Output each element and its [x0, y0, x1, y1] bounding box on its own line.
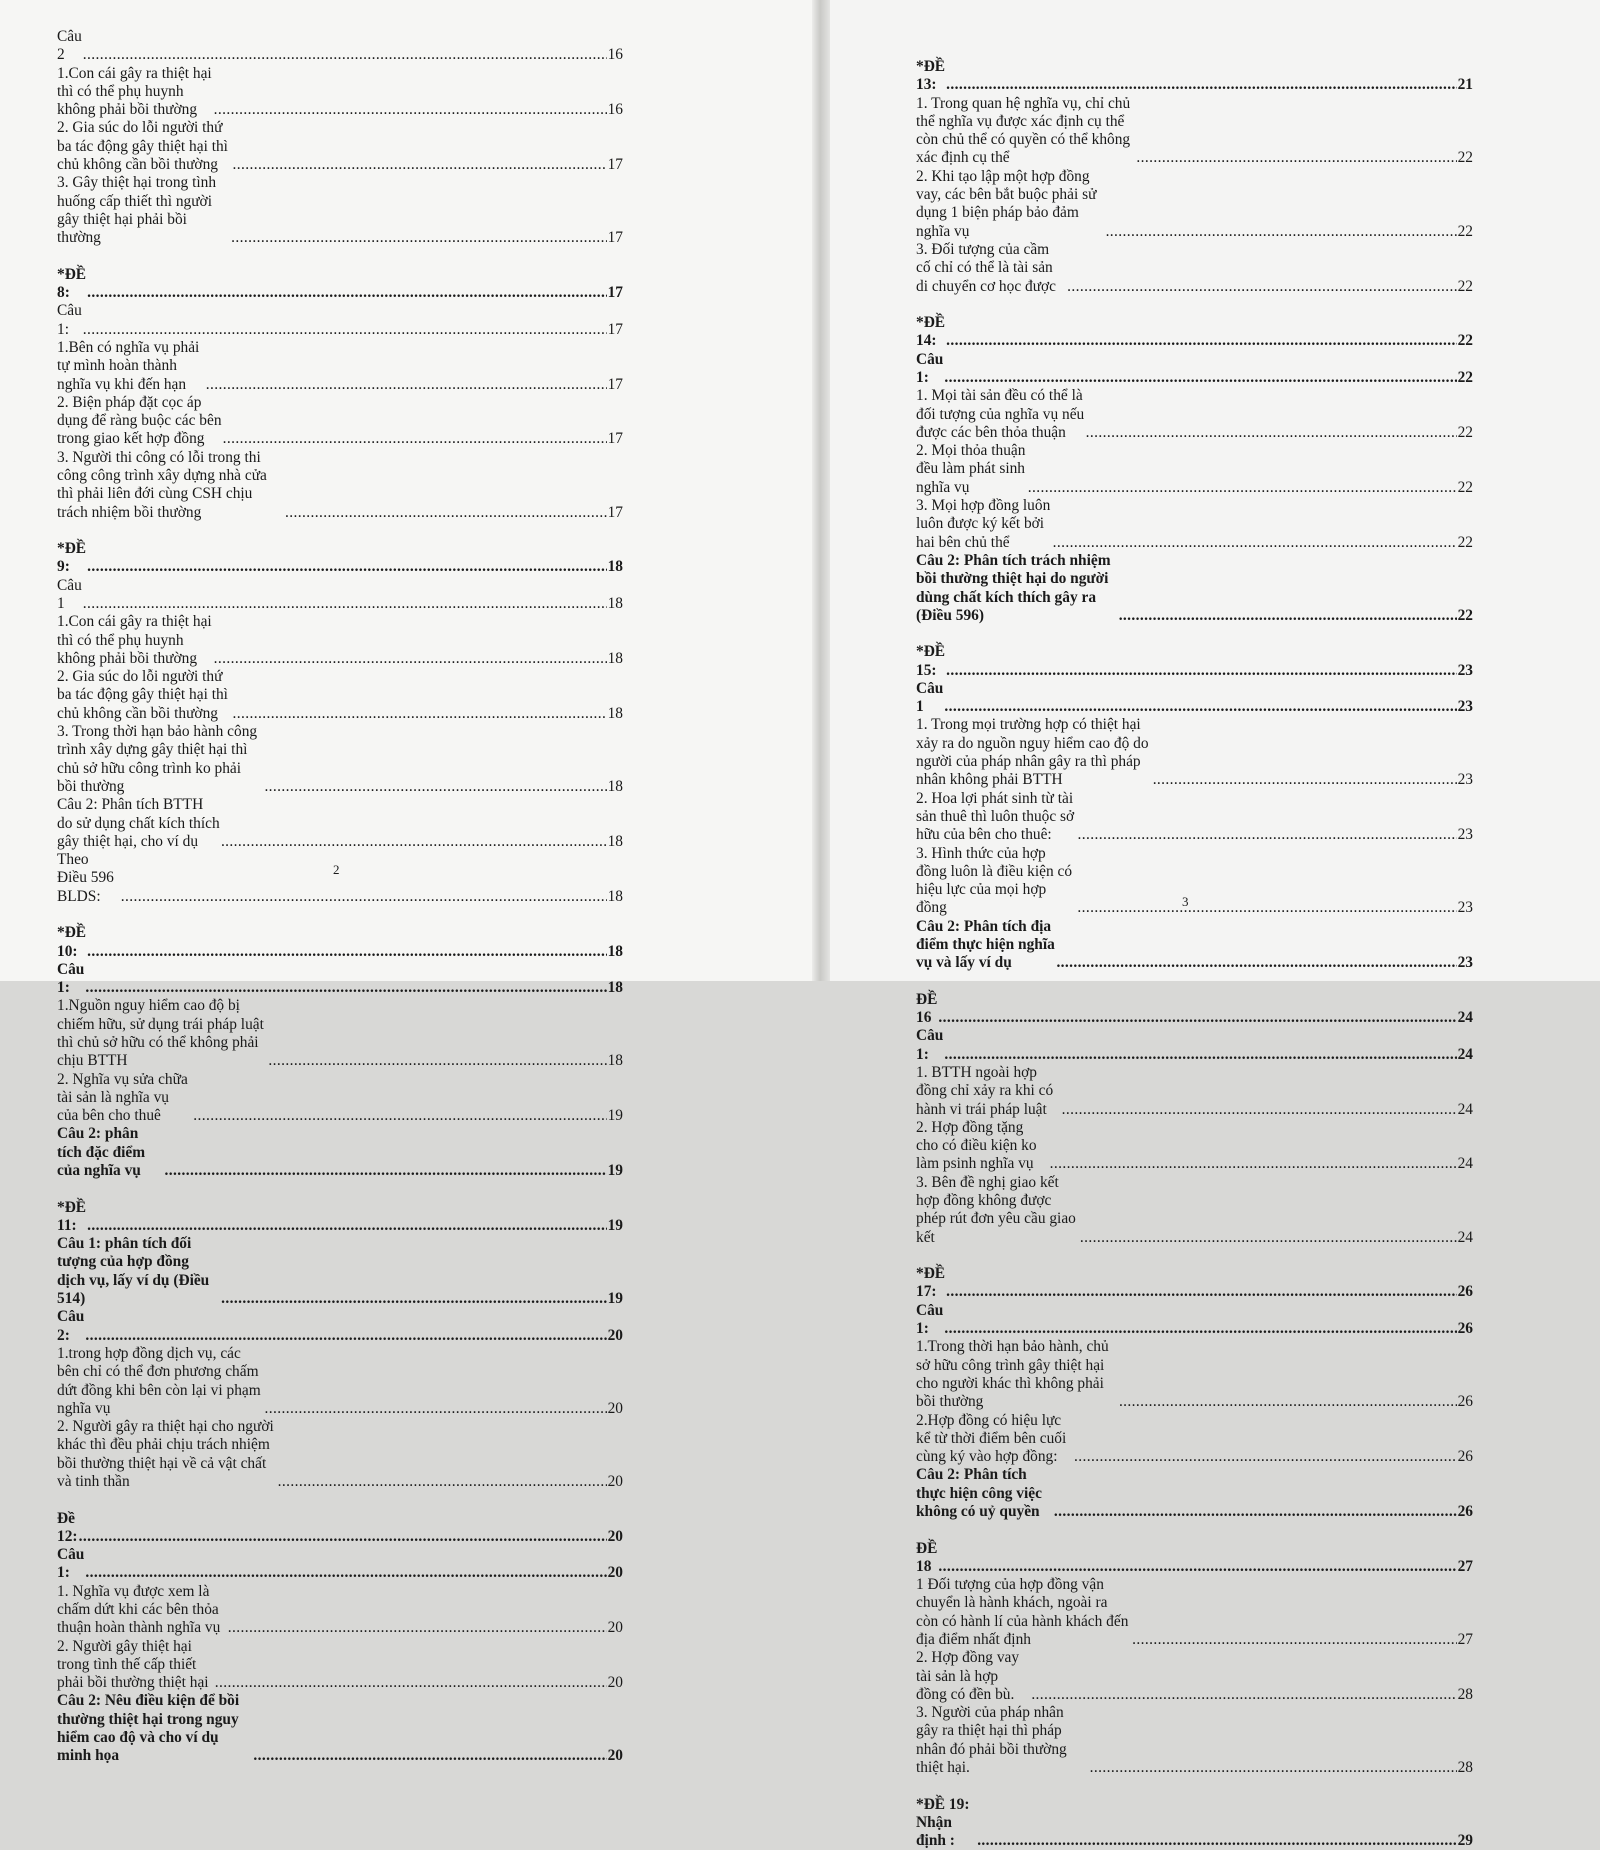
toc-entry-title: *ĐỀ 11:: [57, 1198, 87, 1234]
toc-entry-title: *ĐỀ 14:: [916, 314, 946, 350]
dot-leader: [977, 1832, 1456, 1850]
toc-entry: [57, 119, 623, 174]
dot-leader: [85, 1564, 606, 1582]
dot-leader: [232, 156, 606, 174]
toc-entry-title: Câu 1:: [916, 1301, 944, 1338]
toc-entry: [57, 851, 623, 906]
dot-leader: [946, 332, 1457, 350]
toc-entry-title: *ĐỀ 17:: [916, 1265, 946, 1301]
toc-entry-page-number: 22: [1457, 149, 1473, 167]
dot-leader: [1074, 1448, 1457, 1466]
toc-entry-title: 3. Mọi hợp đồng luôn luôn được ký kết bởi hai bên chủ thể: [916, 497, 1051, 551]
toc-entry: [916, 1649, 1473, 1704]
toc-entry: [57, 613, 623, 668]
dot-leader: [1078, 826, 1457, 844]
dot-leader: [946, 662, 1457, 680]
dot-leader: [1053, 534, 1457, 552]
dot-leader: [1080, 1229, 1457, 1247]
toc-entry-title: 3. Bên đề nghị giao kết hợp đồng không được phép rút đơn yêu cầu giao kết: [916, 1173, 1076, 1246]
toc-entry-page-number: 23: [1457, 899, 1473, 917]
toc-entry-title: 3. Gây thiệt hại trong tình huống cấp thiết thì người gây thiệt hại phải bồi thường: [57, 174, 217, 247]
toc-entry-title: 1.Con cái gây ra thiệt hại thì có thể phụ huynh không phải bồi thường: [57, 64, 212, 119]
toc-entry-page-number: 22: [1457, 423, 1473, 441]
toc-entry: [57, 28, 623, 65]
toc-entry-page-number: 24: [1457, 1009, 1473, 1027]
toc-entry: [57, 394, 623, 449]
book-gutter: [812, 0, 830, 981]
toc-entry-page-number: 23: [1457, 826, 1473, 844]
dot-leader: [278, 1473, 607, 1491]
toc-entry: [57, 540, 623, 577]
dot-leader: [85, 979, 606, 997]
toc-entry: [916, 716, 1473, 789]
toc-entry-title: Câu 2:: [57, 1308, 85, 1344]
dot-leader: [121, 888, 607, 906]
toc-entry-title: *ĐỀ 19: Nhận định :: [916, 1795, 970, 1850]
toc-entry-page-number: 26: [1457, 1320, 1473, 1338]
dot-leader: [87, 558, 607, 576]
dot-leader: [214, 101, 607, 119]
toc-entry-page-number: 29: [1457, 1832, 1473, 1850]
toc-entry: [57, 1199, 623, 1236]
toc-entry-page-number: 20: [607, 1473, 623, 1491]
dot-leader: [1054, 1503, 1457, 1521]
toc-entry-title: Câu 1:: [916, 1027, 944, 1063]
toc-entry-page-number: 17: [607, 430, 623, 448]
toc-entry-page-number: 22: [1457, 332, 1473, 350]
toc-entry-title: Câu 1: [57, 576, 82, 612]
dot-leader: [221, 833, 607, 851]
toc-entry: [57, 796, 623, 851]
toc-entry-title: 2. Biện pháp đặt cọc áp dụng để ràng buộc các bên trong giao kết hợp đồng: [57, 393, 222, 448]
dot-leader: [206, 376, 607, 394]
toc-entry-page-number: 24: [1457, 1100, 1473, 1118]
toc-entry-page-number: 20: [607, 1527, 623, 1545]
toc-entry-page-number: 23: [1457, 661, 1473, 679]
toc-entry-title: Câu 1:: [916, 350, 944, 386]
toc-entry: [57, 1583, 623, 1638]
toc-entry: [57, 1308, 623, 1345]
toc-entry-title: ĐỀ 16: [916, 990, 938, 1027]
toc-entry-title: 2. Người gây thiệt hại trong tình thế cấp thiết phải bồi thường thiệt hại: [57, 1637, 209, 1692]
toc-entry-title: Đề 12:: [57, 1509, 78, 1545]
dot-leader: [944, 1320, 1456, 1338]
toc-entry-page-number: 23: [1457, 954, 1473, 972]
dot-leader: [1028, 479, 1457, 497]
toc-entry-page-number: 22: [1457, 222, 1473, 240]
toc-entry: [916, 643, 1473, 680]
toc-entry: [916, 58, 1473, 95]
toc-entry-page-number: 18: [607, 594, 623, 612]
toc-entry-title: 2. Gia súc do lỗi người thứ ba tác động gây thiệt hại thì chủ không cần bồi thường: [57, 668, 228, 722]
dot-leader: [253, 1747, 606, 1765]
toc-entry-title: *ĐỀ 10:: [57, 924, 87, 960]
toc-entry: [57, 449, 623, 522]
toc-entry-page-number: 22: [1457, 533, 1473, 551]
toc-entry-title: 3. Đối tượng của cầm cố chỉ có thể là tài sản di chuyển cơ học được: [916, 240, 1057, 295]
toc-entry-page-number: 26: [1457, 1283, 1473, 1301]
right-page: [830, 0, 1600, 1850]
dot-leader: [1086, 424, 1457, 442]
toc-entry: [916, 1412, 1473, 1467]
toc-entry-page-number: 16: [607, 101, 623, 119]
toc-entry: [57, 961, 623, 998]
toc-entry-page-number: 17: [607, 503, 623, 521]
toc-entry: [57, 1418, 623, 1491]
toc-entry-page-number: 18: [607, 704, 623, 722]
toc-entry: [57, 997, 623, 1070]
toc-entry: [916, 497, 1473, 552]
toc-entry-page-number: 27: [1457, 1630, 1473, 1648]
toc-entry-page-number: 18: [607, 558, 623, 576]
table-of-contents: [57, 28, 623, 1766]
toc-entry: [57, 1345, 623, 1418]
toc-entry-title: 1.Nguồn nguy hiểm cao độ bị chiếm hữu, sử dụng trái pháp luật thì chủ sở hữu có thể không phải chịu BTTH: [57, 997, 264, 1070]
toc-entry: [916, 1796, 1473, 1850]
toc-entry-page-number: 28: [1457, 1685, 1473, 1703]
toc-entry-page-number: 19: [607, 1216, 623, 1234]
toc-entry-page-number: 26: [1457, 1503, 1473, 1521]
toc-entry-title: 1. Nghĩa vụ được xem là chấm dứt khi các bên thỏa thuận hoàn thành nghĩa vụ: [57, 1582, 221, 1637]
toc-entry-title: 1. Mọi tài sản đều có thể là đối tượng của nghĩa vụ nếu được các bên thỏa thuận: [916, 387, 1085, 441]
toc-entry: [916, 387, 1473, 442]
dot-leader: [1031, 1686, 1456, 1704]
toc-entry-page-number: 20: [607, 1564, 623, 1582]
dot-leader: [1119, 607, 1457, 625]
dot-leader: [232, 705, 606, 723]
dot-leader: [264, 778, 606, 796]
toc-entry: [57, 339, 623, 394]
toc-entry-title: 3. Người của pháp nhân gây ra thiệt hại thì pháp nhân đó phải bồi thường thiệt hại.: [916, 1704, 1067, 1777]
toc-entry-title: 1.trong hợp đồng dịch vụ, các bên chỉ có thể đơn phương chấm dứt đồng khi bên còn lại vi phạm nghĩa vụ: [57, 1344, 261, 1417]
toc-entry-page-number: 24: [1457, 1228, 1473, 1246]
dot-leader: [215, 1674, 607, 1692]
toc-entry-title: 1. Trong mọi trường hợp có thiệt hại xảy ra do nguồn nguy hiểm cao độ do người của pháp nhân gây ra thì pháp nhân không phải BTTH: [916, 716, 1149, 789]
toc-entry-page-number: 18: [607, 777, 623, 795]
page-number: 3: [1182, 894, 1189, 909]
toc-entry: [916, 1338, 1473, 1411]
dot-leader: [944, 698, 1456, 716]
toc-entry: [916, 1302, 1473, 1339]
toc-entry: [57, 1546, 623, 1583]
toc-entry: [57, 174, 623, 247]
dot-leader: [79, 1528, 607, 1546]
dot-leader: [83, 595, 607, 613]
toc-entry: [57, 668, 623, 723]
dot-leader: [228, 1619, 607, 1637]
dot-leader: [944, 369, 1456, 387]
toc-entry: [916, 790, 1473, 845]
toc-entry-title: Câu 2: Nêu điều kiện để bồi thường thiệt hại trong nguy hiểm cao độ và cho ví dụ minh họa: [57, 1692, 240, 1765]
toc-entry-page-number: 18: [607, 832, 623, 850]
toc-entry-title: *ĐỀ 9:: [57, 540, 87, 576]
toc-entry-title: 1. BTTH ngoài hợp đồng chỉ xảy ra khi có hành vi trái pháp luật: [916, 1064, 1054, 1118]
toc-entry: [57, 577, 623, 614]
dot-leader: [268, 1052, 606, 1070]
toc-entry-page-number: 18: [607, 979, 623, 997]
toc-entry: [57, 1071, 623, 1126]
toc-entry-page-number: 23: [1457, 771, 1473, 789]
toc-entry-page-number: 22: [1457, 277, 1473, 295]
toc-entry: [916, 241, 1473, 296]
table-of-contents: [916, 58, 1473, 1850]
toc-entry: [916, 1540, 1473, 1577]
toc-entry: [916, 1174, 1473, 1247]
dot-leader: [85, 1327, 606, 1345]
dot-leader: [223, 430, 607, 448]
toc-entry-title: 2. Hoa lợi phát sinh từ tài sản thuê thì luôn thuộc sở hữu của bên cho thuê:: [916, 789, 1075, 844]
dot-leader: [265, 1400, 607, 1418]
toc-entry-page-number: 20: [607, 1674, 623, 1692]
dot-leader: [214, 650, 607, 668]
toc-entry-page-number: 17: [607, 375, 623, 393]
dot-leader: [938, 1009, 1456, 1027]
dot-leader: [285, 504, 607, 522]
toc-entry: [916, 351, 1473, 388]
toc-entry-page-number: 27: [1457, 1557, 1473, 1575]
toc-entry-page-number: 24: [1457, 1045, 1473, 1063]
toc-entry: [57, 1235, 623, 1308]
toc-entry-page-number: 17: [607, 229, 623, 247]
dot-leader: [1090, 1759, 1457, 1777]
toc-entry-title: *ĐỀ 15:: [916, 643, 946, 679]
dot-leader: [1132, 1631, 1456, 1649]
toc-entry-page-number: 19: [607, 1290, 623, 1308]
toc-entry-title: 1.Con cái gây ra thiệt hại thì có thể phụ huynh không phải bồi thường: [57, 613, 212, 667]
toc-entry: [916, 1119, 1473, 1174]
toc-entry-title: 3. Trong thời hạn bảo hành công trình xây dựng gây thiệt hại thì chủ sở hữu công trình ko phải bồi thường: [57, 723, 258, 795]
toc-entry-title: Câu 2: phân tích đặc điểm của nghĩa vụ: [57, 1125, 146, 1180]
toc-entry-page-number: 17: [607, 284, 623, 302]
toc-entry-title: 2.Hợp đồng có hiệu lực kể từ thời điểm bên cuối cùng ký vào hợp đồng:: [916, 1411, 1067, 1466]
dot-leader: [221, 1290, 607, 1308]
toc-entry-title: 2. Hợp đồng tặng cho có điều kiện ko làm psinh nghĩa vụ: [916, 1118, 1037, 1173]
toc-entry: [916, 1466, 1473, 1521]
toc-entry-page-number: 20: [607, 1399, 623, 1417]
toc-entry-page-number: 18: [607, 942, 623, 960]
toc-entry: [57, 1510, 623, 1547]
toc-entry: [916, 552, 1473, 625]
toc-entry-page-number: 20: [607, 1619, 623, 1637]
toc-entry-title: 1.Bên có nghĩa vụ phải tự mình hoàn thành nghĩa vụ khi đến hạn: [57, 338, 200, 393]
dot-leader: [1106, 223, 1457, 241]
toc-entry-page-number: 22: [1457, 368, 1473, 386]
toc-entry-title: 1.Trong thời hạn bảo hành, chủ sở hữu công trình gây thiệt hại cho người khác thì không phải bồi thường: [916, 1338, 1109, 1411]
toc-entry: [916, 918, 1473, 973]
dot-leader: [1050, 1155, 1457, 1173]
toc-entry-page-number: 20: [607, 1747, 623, 1765]
toc-entry: [57, 924, 623, 961]
dot-leader: [1119, 1393, 1457, 1411]
dot-leader: [946, 76, 1457, 94]
dot-leader: [1136, 149, 1456, 167]
toc-entry: [57, 65, 623, 120]
toc-entry-title: Câu 1: phân tích đối tượng của hợp đồng dịch vụ, lấy ví dụ (Điều 514): [57, 1235, 210, 1308]
toc-entry: [916, 1265, 1473, 1302]
toc-entry: [916, 680, 1473, 717]
toc-entry: [57, 1125, 623, 1180]
toc-entry-page-number: 22: [1457, 478, 1473, 496]
toc-entry: [57, 1638, 623, 1693]
toc-entry-page-number: 19: [607, 1107, 623, 1125]
toc-entry-page-number: 18: [607, 887, 623, 905]
toc-entry-title: Câu 2: [57, 28, 82, 64]
toc-entry-title: 3. Hình thức của hợp đồng luôn là điều kiện có hiệu lực của mọi hợp đồng: [916, 844, 1073, 917]
dot-leader: [938, 1558, 1456, 1576]
toc-entry-page-number: 22: [1457, 606, 1473, 624]
toc-entry-title: Câu 1:: [57, 960, 85, 997]
dot-leader: [193, 1107, 606, 1125]
toc-entry-page-number: 24: [1457, 1155, 1473, 1173]
toc-entry-title: Theo Điều 596 BLDS:: [57, 851, 114, 905]
toc-entry: [916, 1027, 1473, 1064]
toc-entry: [57, 1692, 623, 1765]
toc-entry: [916, 442, 1473, 497]
toc-entry-title: *ĐỀ 8:: [57, 265, 87, 302]
dot-leader: [83, 321, 607, 339]
left-page: [0, 0, 812, 1765]
toc-entry-page-number: 18: [607, 1052, 623, 1070]
dot-leader: [87, 943, 607, 961]
toc-entry-title: 1. Trong quan hệ nghĩa vụ, chỉ chủ thể nghĩa vụ được xác định cụ thể còn chủ thể có quyền có thể không xác định cụ thể: [916, 94, 1131, 167]
toc-entry-title: Câu 1:: [57, 1546, 85, 1582]
dot-leader: [87, 284, 607, 302]
toc-entry-title: 2. Mọi thỏa thuận đều làm phát sinh nghĩa vụ: [916, 442, 1026, 496]
toc-entry-title: ĐỀ 18: [916, 1539, 938, 1575]
toc-entry: [57, 723, 623, 796]
toc-entry-page-number: 16: [607, 46, 623, 64]
toc-entry: [916, 95, 1473, 168]
toc-entry-title: 2. Hợp đồng vay tài sản là hợp đồng có đền bù.: [916, 1649, 1020, 1703]
toc-entry-title: 3. Người thi công có lỗi trong thi công công trình xây dựng nhà cửa thì phải liên đới cùng CSH chịu trách nhiệm bồi thường: [57, 448, 267, 521]
dot-leader: [946, 1283, 1457, 1301]
toc-entry: [916, 991, 1473, 1028]
toc-entry: [916, 1704, 1473, 1777]
dot-leader: [1056, 954, 1456, 972]
toc-entry-page-number: 17: [607, 320, 623, 338]
dot-leader: [164, 1162, 606, 1180]
dot-leader: [87, 1217, 607, 1235]
toc-entry-title: 2. Khi tạo lập một hợp đồng vay, các bên bắt buộc phải sử dụng 1 biện pháp bảo đảm nghĩa vụ: [916, 167, 1097, 240]
toc-entry-page-number: 17: [607, 156, 623, 174]
toc-entry-page-number: 21: [1457, 76, 1473, 94]
toc-entry-page-number: 18: [607, 649, 623, 667]
toc-entry-title: 2. Gia súc do lỗi người thứ ba tác động gây thiệt hại thì chủ không cần bồi thường: [57, 119, 228, 174]
toc-entry-title: Câu 2: Phân tích trách nhiệm bồi thường thiệt hại do người dùng chất kích thích gây ra (Điều 596): [916, 551, 1111, 624]
toc-entry-page-number: 19: [607, 1162, 623, 1180]
toc-entry: [916, 314, 1473, 351]
dot-leader: [1062, 1101, 1457, 1119]
toc-entry-title: *ĐỀ 13:: [916, 58, 946, 94]
toc-entry-title: Câu 1: [916, 679, 944, 716]
toc-entry-title: 1 Đối tượng của hợp đồng vận chuyển là hành khách, ngoài ra còn có hành lí của hành khách đến địa điểm nhất định: [916, 1576, 1129, 1648]
toc-entry-page-number: 23: [1457, 698, 1473, 716]
toc-entry-title: 2. Người gây ra thiệt hại cho người khác thì đều phải chịu trách nhiệm bồi thường thiệt hại về cả vật chất và tinh thần: [57, 1418, 274, 1491]
dot-leader: [1067, 278, 1456, 296]
toc-entry-page-number: 20: [607, 1326, 623, 1344]
toc-entry-title: 2. Nghĩa vụ sửa chữa tài sản là nghĩa vụ của bên cho thuê: [57, 1070, 188, 1125]
page-number: 2: [333, 862, 340, 877]
toc-entry-title: Câu 1:: [57, 302, 82, 338]
dot-leader: [83, 46, 607, 64]
toc-entry-title: Câu 2: Phân tích thực hiện công việc không có uỷ quyền: [916, 1466, 1042, 1521]
toc-entry: [916, 168, 1473, 241]
dot-leader: [1153, 771, 1457, 789]
toc-entry: [57, 266, 623, 303]
toc-entry-title: Câu 2: Phân tích địa điểm thực hiện nghĩa vụ và lấy ví dụ: [916, 917, 1055, 972]
toc-entry-page-number: 28: [1457, 1759, 1473, 1777]
toc-entry-page-number: 26: [1457, 1393, 1473, 1411]
dot-leader: [1077, 899, 1456, 917]
toc-entry: [916, 845, 1473, 918]
toc-entry: [916, 1064, 1473, 1119]
toc-entry: [57, 302, 623, 339]
dot-leader: [231, 229, 607, 247]
toc-entry-title: Câu 2: Phân tích BTTH do sử dụng chất kích thích gây thiệt hại, cho ví dụ: [57, 796, 220, 850]
toc-entry-page-number: 26: [1457, 1448, 1473, 1466]
dot-leader: [944, 1046, 1456, 1064]
toc-entry: [916, 1576, 1473, 1649]
